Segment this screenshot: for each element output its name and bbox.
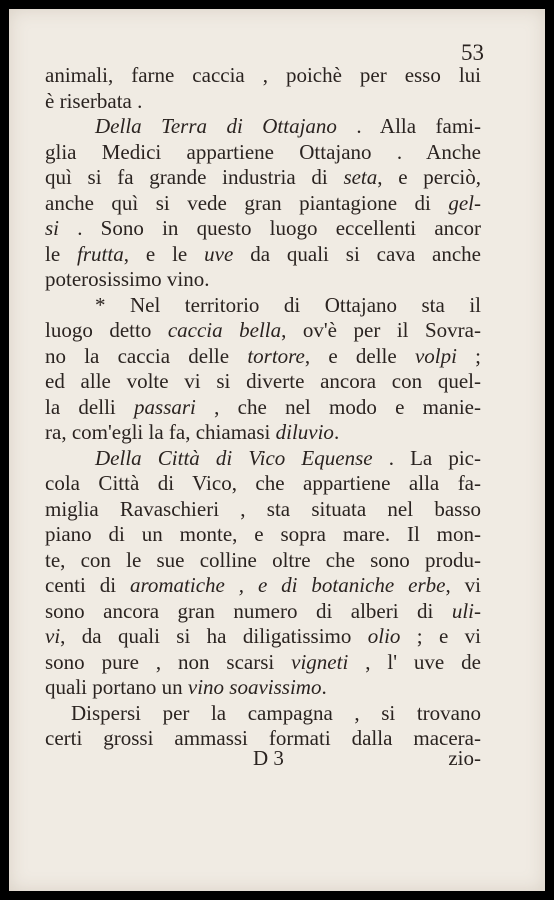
page-number: 53	[461, 40, 484, 65]
text-line	[45, 344, 481, 370]
italic-text: uve	[204, 241, 234, 266]
italic-text: frutta	[77, 241, 124, 266]
italic-text: vigneti	[291, 649, 349, 674]
text-segment: ra, com'egli la fa, chiamasi	[45, 420, 276, 444]
italic-text: seta	[343, 165, 378, 189]
text-segment: miglia Ravaschieri , sta situata nel basso	[45, 496, 481, 521]
text-line	[45, 242, 481, 268]
text-segment: * Nel territorio di Ottajano sta il	[95, 292, 481, 317]
text-line	[45, 624, 481, 650]
italic-text: passari	[134, 394, 196, 419]
text-line	[45, 191, 481, 217]
text-segment: centi di	[45, 573, 130, 597]
text-segment: . La pic-	[372, 445, 481, 470]
text-segment: anche quì si vede gran piantagione di	[45, 190, 449, 215]
text-segment: quali portano un	[45, 675, 188, 699]
text-segment: cola Città di Vico, che appartiene alla fa-	[45, 471, 481, 495]
text-line	[45, 497, 481, 523]
text-line	[45, 165, 481, 191]
text-segment: Dispersi per la campagna , si trovano	[71, 700, 481, 725]
text-segment: , ov'è per il Sovra-	[281, 318, 481, 342]
text-segment: ; e vi	[400, 624, 481, 648]
italic-text: vino soavissimo	[187, 675, 322, 699]
italic-text: Della Terra di Ottajano	[95, 114, 337, 138]
italic-text: uli-	[451, 598, 481, 623]
text-segment: luogo detto	[45, 318, 168, 342]
text-segment: . Alla fami-	[336, 114, 481, 138]
italic-text: tortore	[247, 343, 305, 368]
text-segment: , e perciò,	[377, 165, 481, 189]
italic-text: aromatiche , e di botaniche erbe	[129, 573, 446, 597]
italic-text: Della Città di Vico Equense	[95, 445, 373, 470]
text-segment: animali, farne caccia , poichè per esso lui	[45, 63, 481, 87]
text-segment: quì si fa grande industria di	[45, 165, 344, 189]
text-segment: poterosissimo vino.	[45, 267, 210, 291]
text-line	[45, 650, 481, 676]
italic-text: gel-	[448, 190, 481, 215]
text-segment: no la caccia delle	[45, 343, 248, 368]
text-line	[45, 140, 481, 166]
catchword: zio-	[448, 746, 481, 770]
italic-text: volpi	[414, 343, 457, 368]
text-line	[45, 573, 481, 599]
text-segment: . Sono in questo luogo eccellenti ancor	[59, 216, 481, 240]
text-line	[45, 471, 481, 497]
text-segment: è riserbata .	[45, 88, 143, 113]
text-line	[45, 267, 481, 293]
text-segment: , e delle	[304, 343, 415, 368]
text-line	[45, 599, 481, 625]
text-line	[45, 216, 481, 242]
text-segment: certi grossi ammassi formati dalla macera-	[45, 726, 481, 750]
text-segment: , che nel modo e manie-	[195, 394, 481, 419]
text-segment: sono pure , non scarsi	[45, 649, 292, 674]
italic-text: diluvio	[275, 420, 334, 444]
italic-text: olio	[367, 624, 401, 648]
text-segment: , da quali si ha diligatissimo	[60, 624, 368, 648]
text-line	[45, 63, 481, 89]
text-line	[45, 89, 481, 115]
page-footer	[45, 746, 481, 776]
text-line	[45, 522, 481, 548]
text-line	[45, 318, 481, 344]
body-text	[45, 63, 481, 752]
text-segment: .	[333, 420, 340, 444]
italic-text: caccia bella	[167, 318, 282, 342]
text-segment: , vi	[445, 573, 481, 597]
text-segment: , e le	[123, 241, 205, 266]
text-segment: la delli	[45, 394, 135, 419]
text-line	[45, 701, 481, 727]
text-segment: piano di un monte, e sopra mare. Il mon-	[45, 522, 481, 546]
text-line	[45, 369, 481, 395]
text-line	[45, 446, 481, 472]
text-segment: le	[45, 241, 78, 266]
text-line	[45, 420, 481, 446]
text-segment: te, con le sue colline oltre che sono produ-	[45, 547, 481, 572]
italic-text: vi	[45, 624, 61, 648]
text-segment: sono ancora gran numero di alberi di	[45, 598, 452, 623]
text-segment: , l' uve de	[348, 649, 481, 674]
text-line	[45, 114, 481, 140]
italic-text: si	[45, 216, 60, 240]
text-segment: ;	[456, 343, 481, 368]
text-line	[45, 675, 481, 701]
text-segment: glia Medici appartiene Ottajano . Anche	[45, 139, 481, 164]
text-line	[45, 395, 481, 421]
text-line	[45, 293, 481, 319]
book-page	[9, 9, 545, 891]
text-segment: da quali si cava anche	[233, 241, 481, 266]
text-segment: .	[321, 675, 327, 699]
text-segment: ed alle volte vi si diverte ancora con quel-	[45, 369, 481, 393]
text-line	[45, 548, 481, 574]
signature-mark: D 3	[253, 746, 284, 770]
